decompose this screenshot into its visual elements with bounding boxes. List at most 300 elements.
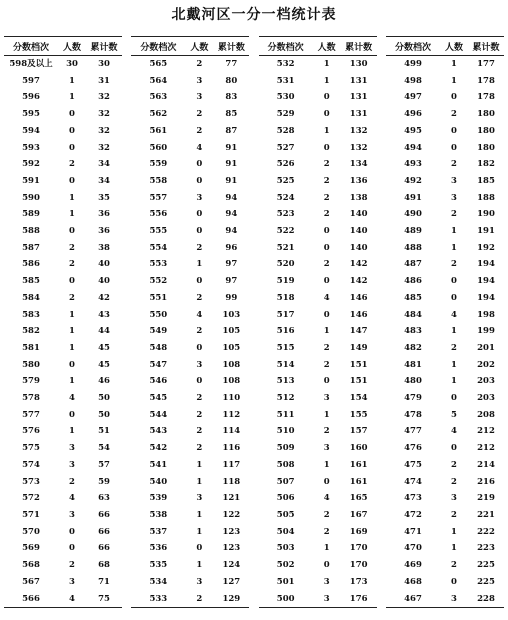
cell-count: 2 (451, 342, 457, 353)
cell-score-band: 495 (404, 125, 422, 136)
cell-count: 2 (196, 443, 203, 454)
table-row (4, 591, 122, 608)
table-row (4, 457, 122, 474)
cell-cumulative: 85 (225, 109, 238, 120)
table-row (131, 507, 249, 524)
cell-count: 2 (451, 560, 457, 571)
cell-score-band: 551 (149, 292, 168, 303)
table-row (131, 591, 249, 608)
table-body (131, 56, 249, 608)
cell-count: 1 (69, 342, 75, 353)
cell-score-band: 484 (404, 309, 422, 320)
cell-cumulative: 222 (477, 526, 495, 537)
cell-cumulative: 151 (349, 376, 368, 387)
table-row (259, 390, 377, 407)
cell-count: 4 (69, 493, 75, 504)
table-row (131, 89, 249, 106)
cell-score-band: 536 (149, 543, 168, 554)
table-row (386, 357, 504, 374)
cell-count: 4 (451, 426, 457, 437)
table-row (259, 373, 377, 390)
cell-cumulative: 32 (98, 125, 110, 136)
table-row (4, 256, 122, 273)
cell-score-band: 523 (276, 209, 295, 220)
table-row (386, 89, 504, 106)
table-row (4, 340, 122, 357)
cell-score-band: 576 (22, 426, 40, 437)
table-row (131, 223, 249, 240)
cell-score-band: 591 (22, 175, 40, 186)
cell-score-band: 556 (149, 209, 168, 220)
table-row (4, 273, 122, 290)
cell-cumulative: 123 (222, 543, 241, 554)
cell-score-band: 492 (404, 175, 422, 186)
cell-cumulative: 116 (222, 443, 241, 454)
table-row (386, 256, 504, 273)
cell-cumulative: 32 (98, 142, 110, 153)
cell-cumulative: 50 (98, 409, 110, 420)
cell-score-band: 470 (404, 543, 422, 554)
cell-cumulative: 142 (349, 259, 368, 270)
cell-cumulative: 191 (477, 226, 495, 237)
cell-cumulative: 45 (98, 342, 110, 353)
table-row (259, 290, 377, 307)
table-row (4, 223, 122, 240)
cell-count: 1 (69, 92, 75, 103)
cell-cumulative: 83 (225, 92, 238, 103)
cell-count: 0 (451, 142, 457, 153)
cell-count: 0 (323, 476, 330, 487)
cell-score-band: 560 (149, 142, 168, 153)
cell-count: 1 (196, 526, 203, 537)
cell-count: 2 (69, 159, 75, 170)
table-row (259, 106, 377, 123)
cell-count: 3 (69, 576, 75, 587)
cell-cumulative: 223 (477, 543, 495, 554)
cell-count: 5 (451, 409, 457, 420)
cell-count: 3 (451, 175, 457, 186)
table-row (386, 557, 504, 574)
table-row (386, 123, 504, 140)
cell-cumulative: 130 (349, 59, 368, 69)
table-row (386, 307, 504, 324)
cell-count: 3 (196, 192, 203, 203)
cell-score-band: 527 (276, 142, 295, 153)
cell-cumulative: 147 (349, 326, 368, 337)
cell-score-band: 497 (404, 92, 422, 103)
cell-score-band: 580 (22, 359, 40, 370)
table-row (259, 89, 377, 106)
cell-score-band: 573 (22, 476, 40, 487)
cell-score-band: 541 (149, 459, 168, 470)
cell-score-band: 510 (276, 426, 295, 437)
cell-count: 0 (451, 125, 457, 136)
table-row (386, 56, 504, 73)
cell-cumulative: 121 (222, 493, 241, 504)
cell-cumulative: 40 (98, 259, 110, 270)
cell-score-band: 471 (404, 526, 422, 537)
cell-count: 3 (69, 459, 75, 470)
cell-score-band: 487 (404, 259, 422, 270)
cell-cumulative: 149 (349, 342, 368, 353)
table-row (131, 540, 249, 557)
cell-score-band: 503 (276, 543, 295, 554)
table-row (386, 156, 504, 173)
table-row (386, 423, 504, 440)
cell-count: 3 (451, 493, 457, 504)
cell-cumulative: 188 (477, 192, 495, 203)
cell-count: 2 (323, 159, 330, 170)
cell-count: 2 (323, 259, 330, 270)
cell-count: 3 (323, 576, 330, 587)
table-row (131, 240, 249, 257)
table-row (131, 156, 249, 173)
table-row (259, 190, 377, 207)
cell-score-band: 517 (276, 309, 295, 320)
cell-count: 0 (69, 276, 75, 287)
table-row (4, 507, 122, 524)
header-count: 人数 (58, 37, 86, 56)
cell-score-band: 483 (404, 326, 422, 337)
header-row (259, 37, 377, 56)
table-row (4, 89, 122, 106)
table-row (131, 474, 249, 491)
cell-count: 1 (196, 259, 203, 270)
cell-count: 2 (196, 109, 203, 120)
cell-score-band: 587 (22, 242, 40, 253)
table-row (386, 190, 504, 207)
score-table-4 (386, 36, 504, 608)
cell-score-band: 482 (404, 342, 422, 353)
cell-score-band: 488 (404, 242, 422, 253)
cell-score-band: 475 (404, 459, 422, 470)
cell-count: 4 (69, 393, 75, 404)
cell-cumulative: 43 (98, 309, 110, 320)
cell-cumulative: 138 (349, 192, 368, 203)
cell-cumulative: 122 (222, 509, 241, 520)
cell-cumulative: 124 (222, 560, 241, 571)
header-score-band: 分数档次 (4, 37, 58, 56)
cell-score-band: 479 (404, 393, 422, 404)
cell-count: 2 (196, 393, 203, 404)
table-row (4, 56, 122, 73)
cell-cumulative: 94 (225, 226, 238, 237)
cell-cumulative: 114 (222, 426, 241, 437)
cell-cumulative: 66 (98, 543, 110, 554)
cell-count: 2 (451, 459, 457, 470)
cell-count: 0 (69, 125, 75, 136)
cell-cumulative: 198 (477, 309, 495, 320)
cell-score-band: 538 (149, 509, 168, 520)
table-row (259, 440, 377, 457)
cell-count: 0 (196, 175, 203, 186)
cell-score-band: 557 (149, 192, 168, 203)
cell-count: 3 (196, 576, 203, 587)
table-row (4, 290, 122, 307)
table-row (4, 190, 122, 207)
table-row (259, 73, 377, 90)
cell-cumulative: 75 (86, 591, 122, 608)
table-row (131, 524, 249, 541)
cell-count: 2 (69, 259, 75, 270)
cell-cumulative: 110 (222, 393, 241, 404)
cell-score-band: 579 (22, 376, 40, 387)
cell-cumulative: 131 (349, 109, 368, 120)
cell-cumulative: 151 (349, 359, 368, 370)
cell-score-band: 575 (22, 443, 40, 454)
table-row (4, 173, 122, 190)
cell-score-band: 583 (22, 309, 40, 320)
cell-cumulative: 45 (98, 359, 110, 370)
cell-cumulative: 169 (349, 526, 368, 537)
cell-cumulative: 165 (349, 493, 368, 504)
cell-count: 1 (323, 59, 330, 69)
table-row (386, 490, 504, 507)
cell-score-band: 532 (276, 59, 295, 69)
table-row (386, 223, 504, 240)
cell-count: 2 (323, 359, 330, 370)
cell-count: 1 (451, 226, 457, 237)
cell-cumulative: 91 (225, 159, 238, 170)
cell-count: 1 (69, 426, 75, 437)
cell-count: 2 (323, 342, 330, 353)
cell-score-band: 596 (22, 92, 40, 103)
cell-cumulative: 31 (98, 75, 110, 86)
cell-cumulative: 225 (477, 576, 495, 587)
cell-score-band: 534 (149, 576, 168, 587)
table-row (131, 273, 249, 290)
header-cumulative: 累计数 (86, 37, 122, 56)
cell-count: 2 (196, 242, 203, 253)
cell-cumulative: 176 (341, 591, 377, 608)
cell-cumulative: 182 (477, 159, 495, 170)
cell-cumulative: 177 (477, 59, 495, 69)
cell-score-band: 543 (149, 426, 168, 437)
table-row (386, 373, 504, 390)
table-row (259, 490, 377, 507)
cell-count: 4 (323, 493, 330, 504)
cell-cumulative: 134 (349, 159, 368, 170)
cell-count: 2 (323, 509, 330, 520)
table-row (386, 457, 504, 474)
cell-cumulative: 91 (225, 142, 238, 153)
cell-score-band: 537 (149, 526, 168, 537)
cell-count: 2 (69, 476, 75, 487)
cell-score-band: 552 (149, 276, 168, 287)
cell-count: 1 (451, 59, 457, 69)
header-cumulative: 累计数 (468, 37, 504, 56)
cell-score-band: 545 (149, 393, 168, 404)
table-row (259, 156, 377, 173)
header-score-band: 分数档次 (259, 37, 313, 56)
table-row (386, 240, 504, 257)
cell-cumulative: 103 (222, 309, 241, 320)
cell-cumulative: 105 (222, 326, 241, 337)
table-row (131, 390, 249, 407)
cell-score-band: 520 (276, 259, 295, 270)
table-row (386, 524, 504, 541)
cell-cumulative: 32 (98, 109, 110, 120)
table-row (4, 440, 122, 457)
cell-score-band: 570 (22, 526, 40, 537)
cell-score-band: 518 (276, 292, 295, 303)
cell-count: 0 (69, 409, 75, 420)
cell-score-band: 568 (22, 560, 40, 571)
table-row (259, 557, 377, 574)
cell-score-band: 502 (276, 560, 295, 571)
cell-cumulative: 30 (98, 59, 110, 69)
cell-cumulative: 161 (349, 459, 368, 470)
table-row (259, 56, 377, 73)
cell-score-band: 597 (22, 75, 40, 86)
cell-score-band: 478 (404, 409, 422, 420)
cell-count: 1 (451, 376, 457, 387)
cell-cumulative: 212 (477, 426, 495, 437)
table-row (4, 240, 122, 257)
table-row (386, 173, 504, 190)
cell-score-band: 524 (276, 192, 295, 203)
cell-score-band: 544 (149, 409, 168, 420)
cell-cumulative: 142 (349, 276, 368, 287)
table-row (4, 407, 122, 424)
cell-score-band: 561 (149, 125, 168, 136)
cell-cumulative: 214 (477, 459, 495, 470)
cell-count: 3 (69, 509, 75, 520)
cell-count: 2 (323, 192, 330, 203)
cell-score-band: 491 (404, 192, 422, 203)
table-row (386, 323, 504, 340)
cell-count: 2 (196, 125, 203, 136)
table-row (131, 290, 249, 307)
cell-cumulative: 140 (349, 242, 368, 253)
cell-score-band: 489 (404, 226, 422, 237)
table-row (4, 73, 122, 90)
cell-cumulative: 194 (477, 276, 495, 287)
table-row (259, 307, 377, 324)
cell-cumulative: 96 (225, 242, 238, 253)
cell-score-band: 586 (22, 259, 40, 270)
cell-score-band: 468 (404, 576, 422, 587)
cell-score-band: 574 (22, 459, 40, 470)
cell-cumulative: 178 (477, 75, 495, 86)
table-row (386, 407, 504, 424)
cell-cumulative: 129 (213, 591, 249, 608)
table-row (131, 56, 249, 73)
cell-score-band: 528 (276, 125, 295, 136)
cell-cumulative: 146 (349, 309, 368, 320)
table-row (131, 407, 249, 424)
cell-count: 3 (196, 75, 203, 86)
cell-score-band: 499 (404, 59, 422, 69)
cell-cumulative: 46 (98, 376, 110, 387)
cell-count: 3 (323, 443, 330, 454)
table-row (4, 474, 122, 491)
cell-cumulative: 105 (222, 342, 241, 353)
cell-count: 0 (69, 526, 75, 537)
table-row (259, 423, 377, 440)
cell-count: 1 (69, 376, 75, 387)
cell-score-band: 494 (404, 142, 422, 153)
cell-score-band: 514 (276, 359, 295, 370)
table-row (386, 440, 504, 457)
cell-score-band: 569 (22, 543, 40, 554)
cell-cumulative: 212 (477, 443, 495, 454)
cell-count: 0 (196, 342, 203, 353)
table-row (4, 490, 122, 507)
cell-count: 2 (196, 292, 203, 303)
table-body (259, 56, 377, 608)
cell-cumulative: 38 (98, 242, 110, 253)
table-row (386, 507, 504, 524)
table-row (259, 457, 377, 474)
cell-cumulative: 203 (477, 376, 495, 387)
cell-count: 2 (451, 476, 457, 487)
cell-score-band: 477 (404, 426, 422, 437)
table-row (386, 591, 504, 608)
cell-count: 1 (451, 326, 457, 337)
cell-score-band: 564 (149, 75, 168, 86)
cell-score-band: 594 (22, 125, 40, 136)
cell-cumulative: 190 (477, 209, 495, 220)
table-row (4, 140, 122, 157)
cell-score-band: 566 (4, 591, 58, 608)
cell-count: 3 (451, 192, 457, 203)
cell-cumulative: 44 (98, 326, 110, 337)
cell-score-band: 547 (149, 359, 168, 370)
cell-score-band: 598及以上 (9, 59, 53, 69)
cell-cumulative: 117 (222, 459, 241, 470)
cell-score-band: 504 (276, 526, 295, 537)
cell-score-band: 563 (149, 92, 168, 103)
cell-count: 2 (196, 59, 203, 69)
cell-score-band: 467 (386, 591, 440, 608)
cell-cumulative: 40 (98, 276, 110, 287)
table-row (131, 190, 249, 207)
table-row (131, 440, 249, 457)
cell-count: 0 (451, 92, 457, 103)
cell-cumulative: 136 (349, 175, 368, 186)
table-row (131, 307, 249, 324)
cell-score-band: 582 (22, 326, 40, 337)
cell-cumulative: 216 (477, 476, 495, 487)
cell-cumulative: 180 (477, 142, 495, 153)
cell-score-band: 530 (276, 92, 295, 103)
cell-cumulative: 170 (349, 543, 368, 554)
table-row (4, 156, 122, 173)
cell-count: 1 (69, 326, 75, 337)
table-row (259, 574, 377, 591)
table-row (386, 273, 504, 290)
cell-score-band: 546 (149, 376, 168, 387)
table-row (386, 540, 504, 557)
table-row (4, 123, 122, 140)
cell-score-band: 553 (149, 259, 168, 270)
cell-cumulative: 170 (349, 560, 368, 571)
cell-score-band: 542 (149, 443, 168, 454)
cell-count: 0 (69, 109, 75, 120)
cell-count: 3 (196, 493, 203, 504)
cell-cumulative: 34 (98, 175, 110, 186)
cell-count: 1 (196, 509, 203, 520)
cell-count: 1 (451, 543, 457, 554)
cell-count: 0 (196, 376, 203, 387)
cell-score-band: 531 (276, 75, 295, 86)
table-row (131, 340, 249, 357)
cell-cumulative: 219 (477, 493, 495, 504)
cell-score-band: 500 (259, 591, 313, 608)
cell-score-band: 559 (149, 159, 168, 170)
cell-cumulative: 34 (98, 159, 110, 170)
